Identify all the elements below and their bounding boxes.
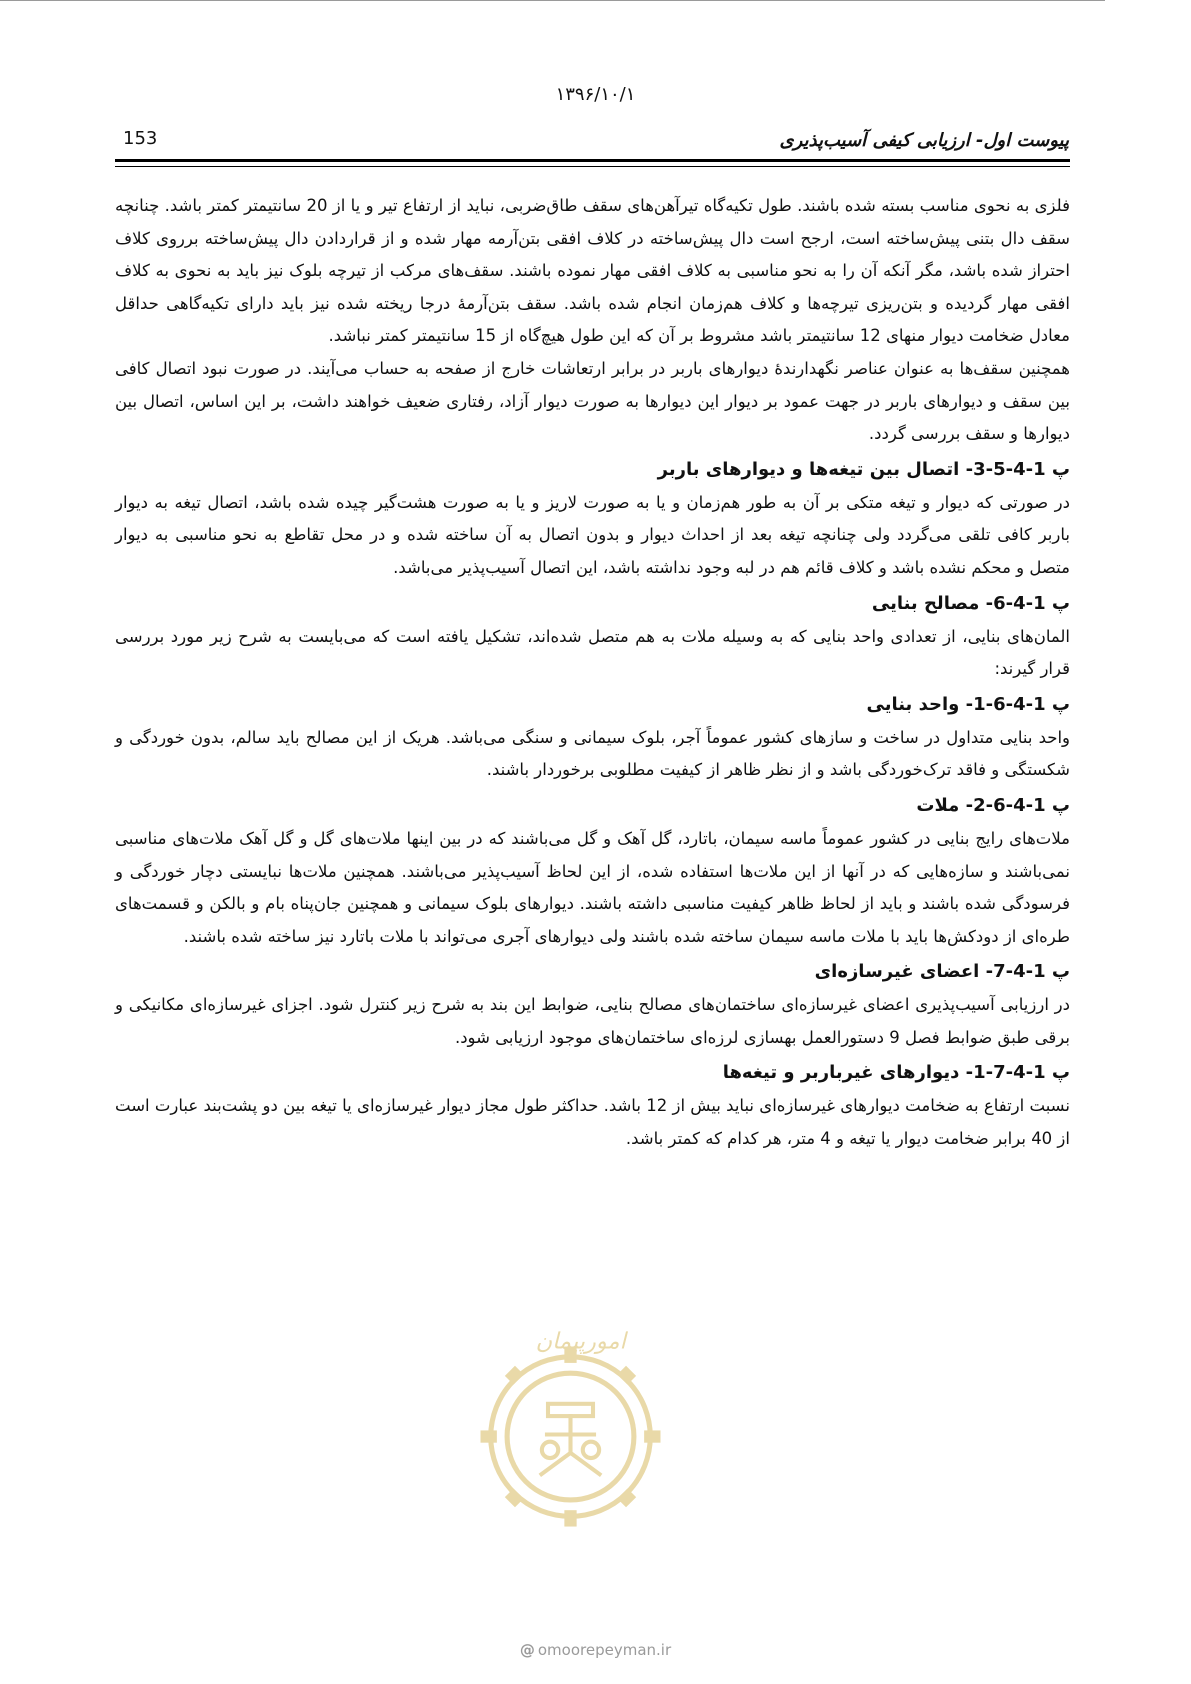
body-paragraph: فلزی به نحوی مناسب بسته شده باشند. طول تکیه‌گاه تیرآهن‌های سقف طاق‌ضربی، نباید از ارتفاع تیر و یا از 20 سانتیمتر کمتر باشد. چنانچه سقف دال بتنی پیش‌ساخته است، ارجح است دال پیش‌ساخته در کلاف افقی بتن‌آرمه مهار شده و از قراردادن دال پیش‌ساخته برروی کلاف احتراز شده باشد، مگر آنکه آن را به نحو مناسبی به کلاف افقی مهار نموده باشند. سقف‌های مرکب از تیرچه بلوک نیز باید به نحوی به کلاف افقی مهار گردیده و بتن‌ریزی تیرچه‌ها و کلاف هم‌زمان انجام شده باشد. سقف بتن‌آرمهٔ درجا ریخته شده نیز باید دارای تکیه‌گاهی حداقل معادل ضخامت دیوار منهای 12 سانتیمتر باشد مشروط بر آن که این طول هیچ‌گاه از 15 سانتیمتر کمتر نباشد. <box>115 196 1070 346</box>
section-heading: پ 1-4-7- اعضای غیرسازه‌ای <box>814 961 1070 983</box>
header-date: ۱۳۹۶/۱۰/۱ <box>555 84 636 105</box>
footer-site-text: omoorepeyman.ir <box>537 1641 672 1659</box>
top-border-line <box>0 0 1105 1</box>
body-paragraph: نسبت ارتفاع به ضخامت دیوارهای غیرسازه‌ای نباید بیش از 12 باشد. حداکثر طول مجاز دیوار غیرسازه‌ای یا تیغه بین دو پشت‌بند عبارت است از 40 برابر ضخامت دیوار یا تیغه و 4 متر، هر کدام که کمتر باشد. <box>115 1096 1070 1149</box>
document-body <box>115 190 1070 1156</box>
body-paragraph: المان‌های بنایی، از تعدادی واحد بنایی که به وسیله ملات به هم متصل شده‌اند، تشکیل یافته است که می‌بایست به شرح زیر مورد بررسی قرار گیرند: <box>115 626 1070 679</box>
header-rule-thin <box>115 166 1070 167</box>
section-heading: پ 1-4-6-1- واحد بنایی <box>866 693 1070 715</box>
body-paragraph: ملات‌های رایج بنایی در کشور عموماً ماسه سیمان، باتارد، گل آهک و گل می‌باشند که در بین اینها ملات‌های گل و گل آهک ملات‌های مناسبی نمی‌باشند و سازه‌هایی که در آنها از این ملات‌ها استفاده شده، از این لحاظ آسیب‌پذیر می‌باشند. همچنین ملات‌ها نبایستی دچار خوردگی و فرسودگی شده باشند و باید از لحاظ ظاهر کیفیت مناسبی داشته باشند. دیوارهای بلوک سیمانی و همچنین جان‌پناه بام و بالکن و قسمت‌های طره‌ای از دودکش‌ها باید با ملات ماسه سیمان ساخته شده باشند ولی دیوارهای آجری می‌تواند با ملات باتارد نیز ساخته شده باشند. <box>115 828 1070 946</box>
watermark-seal-icon <box>458 1322 683 1547</box>
at-sign-icon: @ <box>519 1641 535 1659</box>
body-paragraph: همچنین سقف‌ها به عنوان عناصر نگهدارندهٔ دیوارهای باربر در برابر ارتعاشات خارج از صفحه به حساب می‌آیند. در صورت نبود اتصال کافی بین سقف و دیوارهای باربر در جهت عمود بر دیوار این دیوارها به صورت دیوار آزاد، رفتاری ضعیف خواهند داشت، بر این اساس، اتصال بین دیوارها و سقف بررسی گردد. <box>115 358 1070 444</box>
body-paragraph: در صورتی که دیوار و تیغه متکی بر آن به طور هم‌زمان و یا به صورت لاریز و یا به صورت هشت‌گیر چیده شده باشد، اتصال تیغه به دیوار باربر کافی تلقی می‌گردد ولی چنانچه تیغه بعد از احداث دیوار و بدون اتصال به آن ساخته شده و در محل تقاطع به نحو مناسبی به دیوار متصل و محکم نشده باشد و کلاف قائم هم در لبه وجود نداشته باشد، این اتصال آسیب‌پذیر می‌باشد. <box>115 492 1070 577</box>
header-rule-thick <box>115 159 1070 162</box>
running-header-title: پیوست اول- ارزیابی کیفی آسیب‌پذیری <box>779 130 1069 151</box>
body-paragraph: در ارزیابی آسیب‌پذیری اعضای غیرسازه‌ای ساختمان‌های مصالح بنایی، ضوابط این بند به شرح زیر کنترل شود. اجزای غیرسازه‌ای مکانیکی و برقی طبق ضوابط فصل 9 دستورالعمل بهسازی لرزه‌ای ساختمان‌های موجود ارزیابی شود. <box>115 995 1070 1047</box>
footer-site-mark <box>0 1641 1191 1659</box>
watermark-logo-text: امورپیمان <box>535 1328 626 1355</box>
section-heading: پ 1-4-6-2- ملات <box>916 794 1070 816</box>
body-paragraph: واحد بنایی متداول در ساخت و سازهای کشور عموماً آجر، بلوک سیمانی و سنگی می‌باشد. هریک از این مصالح باید سالم، بدون خوردگی و شکستگی و فاقد ترک‌خوردگی باشد و از نظر ظاهر از کیفیت مطلوبی برخوردار باشند. <box>115 727 1070 780</box>
section-heading: پ 1-4-6- مصالح بنایی <box>871 592 1070 614</box>
page-number: 153 <box>123 128 158 149</box>
section-heading: پ 1-4-7-1- دیوارهای غیرباربر و تیغه‌ها <box>722 1062 1070 1084</box>
section-heading: پ 1-4-5-3- اتصال بین تیغه‌ها و دیوارهای باربر <box>657 458 1070 480</box>
